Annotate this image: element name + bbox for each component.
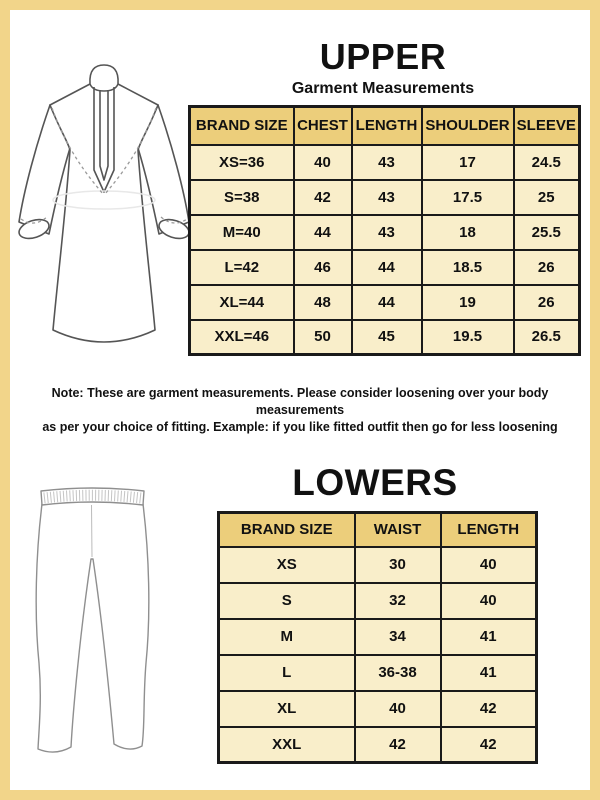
table-row <box>190 145 580 180</box>
table-cell: S <box>219 583 355 619</box>
table-cell: XL=44 <box>190 285 294 320</box>
table-row <box>219 547 537 583</box>
lowers-section-title: LOWERS <box>292 462 458 503</box>
upper-section-title: UPPER <box>319 36 447 77</box>
table-cell: 40 <box>355 691 441 727</box>
table-cell: 44 <box>352 250 422 285</box>
table-cell: 19.5 <box>422 320 514 355</box>
table-cell: 40 <box>294 145 352 180</box>
column-header: CHEST <box>294 107 352 145</box>
table-cell: M=40 <box>190 215 294 250</box>
table-cell: 46 <box>294 250 352 285</box>
table-cell: 42 <box>355 727 441 763</box>
column-header: BRAND SIZE <box>219 513 355 547</box>
table-row <box>190 250 580 285</box>
table-cell: 19 <box>422 285 514 320</box>
table-cell: 25.5 <box>514 215 580 250</box>
table-cell: L=42 <box>190 250 294 285</box>
table-cell: S=38 <box>190 180 294 215</box>
table-cell: XS <box>219 547 355 583</box>
table-cell: 41 <box>441 655 537 691</box>
table-cell: 42 <box>441 727 537 763</box>
table-cell: 44 <box>294 215 352 250</box>
table-cell: 24.5 <box>514 145 580 180</box>
table-cell: 41 <box>441 619 537 655</box>
table-cell: 26 <box>514 285 580 320</box>
table-row <box>190 180 580 215</box>
table-cell: XXL <box>219 727 355 763</box>
table-cell: 32 <box>355 583 441 619</box>
table-cell: 40 <box>441 547 537 583</box>
table-cell: 18 <box>422 215 514 250</box>
table-header-row <box>190 107 580 145</box>
table-cell: 34 <box>355 619 441 655</box>
table-cell: 42 <box>294 180 352 215</box>
table-row <box>219 691 537 727</box>
table-cell: 36-38 <box>355 655 441 691</box>
kurta-illustration <box>12 60 197 360</box>
upper-section-subtitle: Garment Measurements <box>291 80 475 97</box>
table-cell: 17 <box>422 145 514 180</box>
column-header: LENGTH <box>441 513 537 547</box>
table-row <box>190 320 580 355</box>
table-cell: 30 <box>355 547 441 583</box>
table-cell: 40 <box>441 583 537 619</box>
table-cell: L <box>219 655 355 691</box>
table-cell: 44 <box>352 285 422 320</box>
table-cell: 43 <box>352 145 422 180</box>
column-header: SLEEVE <box>514 107 580 145</box>
center-seam-line <box>92 505 93 557</box>
table-cell: 25 <box>514 180 580 215</box>
table-cell: XL <box>219 691 355 727</box>
leggings-illustration <box>25 483 170 771</box>
table-cell: 26.5 <box>514 320 580 355</box>
table-cell: 45 <box>352 320 422 355</box>
table-cell: 26 <box>514 250 580 285</box>
column-header: LENGTH <box>352 107 422 145</box>
table-row <box>219 655 537 691</box>
table-cell: 48 <box>294 285 352 320</box>
table-cell: XS=36 <box>190 145 294 180</box>
note-line-1: Note: These are garment measurements. Please consider loosening over your body measurements <box>51 386 549 417</box>
table-row <box>190 285 580 320</box>
table-row <box>219 583 537 619</box>
table-cell: 43 <box>352 180 422 215</box>
column-header: BRAND SIZE <box>190 107 294 145</box>
table-cell: M <box>219 619 355 655</box>
upper-measurements-table <box>188 105 581 356</box>
table-cell: 43 <box>352 215 422 250</box>
table-cell: 17.5 <box>422 180 514 215</box>
table-row <box>219 727 537 763</box>
column-header: SHOULDER <box>422 107 514 145</box>
table-cell: 18.5 <box>422 250 514 285</box>
table-cell: 50 <box>294 320 352 355</box>
lowers-measurements-table <box>217 511 538 764</box>
table-row <box>190 215 580 250</box>
column-header: WAIST <box>355 513 441 547</box>
table-row <box>219 619 537 655</box>
note-line-2: as per your choice of fitting. Example: if you like fitted outfit then go for less loosening <box>42 420 558 434</box>
table-cell: 42 <box>441 691 537 727</box>
table-cell: XXL=46 <box>190 320 294 355</box>
table-header-row <box>219 513 537 547</box>
measurement-note <box>30 385 570 436</box>
